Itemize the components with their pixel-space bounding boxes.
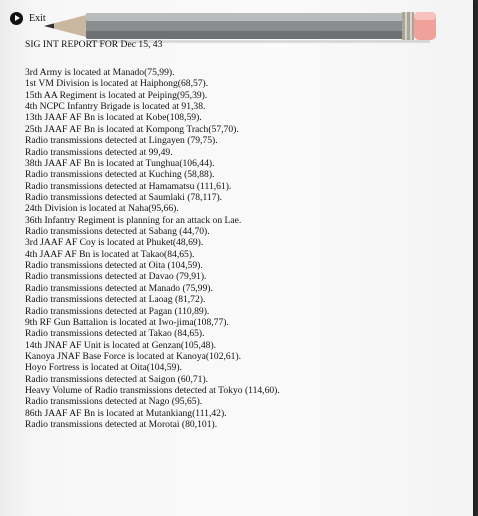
report-line: 86th JAAF AF Bn is located at Mutankiang(111,42). [25,407,227,419]
report-line: 9th RF Gun Battalion is located at Iwo-jima(108,77). [25,316,229,328]
report-line: Radio transmissions detected at Manado (75,99). [25,282,213,294]
exit-button[interactable] [10,10,46,26]
report-line: 25th JAAF AF Bn is located at Kompong Trach(57,70). [25,123,239,135]
report-line: Radio transmissions detected at Davao (79,91). [25,271,207,283]
report-line: 13th JAAF AF Bn is located at Kobe(108,59). [25,112,202,124]
report-line: 15th AA Regiment is located at Peiping(95,39). [25,89,208,101]
report-line: Radio transmissions detected at Laoag (81,72). [25,294,206,306]
exit-label: Exit [29,12,46,24]
report-line: Radio transmissions detected at Saumlaki (78,117). [25,191,223,203]
report-line: Heavy Volume of Radio transmissions detected at Tokyo (114,60). [25,385,280,397]
report-line: Radio transmissions detected at Morotai (80,101). [25,419,218,431]
report-title: SIG INT REPORT FOR Dec 15, 43 [25,39,163,50]
report-line: Radio transmissions detected at Takao (84,65). [25,328,205,340]
report-line: 3rd Army is located at Manado(75,99). [25,67,175,78]
report-line: Radio transmissions detected at Pagan (110,89). [25,305,210,317]
report-line: 24th Division is located at Naha(95,66). [25,203,179,215]
report-line: 36th Infantry Regiment is planning for an attack on Lae. [25,214,242,226]
report-line: Radio transmissions detected at Hamamatsu (111,61). [25,180,232,192]
report-line: Radio transmissions detected at 99,49. [25,146,173,158]
report-line: Hoyo Fortress is located at Oita(104,59). [25,362,182,374]
report-line: 4th NCPC Infantry Brigade is located at 91,38. [25,101,206,113]
report-line: 14th JNAF AF Unit is located at Genzan(105,48). [25,339,217,351]
report-line: Radio transmissions detected at Saigon (60,71). [25,373,209,385]
report-line: 3rd JAAF AF Coy is located at Phuket(48,69). [25,237,204,249]
report-list [25,67,280,431]
arrow-right-circle-icon [10,12,23,25]
report-line: Radio transmissions detected at Nago (95,65). [25,396,203,408]
report-line: 38th JAAF AF Bn is located at Tunghua(106,44). [25,157,215,169]
pencil-ferrule [402,12,414,40]
report-line: 4th JAAF AF Bn is located at Takao(84,65). [25,248,195,260]
report-line: Radio transmissions detected at Lingayen (79,75). [25,135,218,147]
report-line: Radio transmissions detected at Kuching (58,88). [25,169,215,181]
report-line: Kanoya JNAF Base Force is located at Kanoya(102,61). [25,350,242,362]
report-line: Radio transmissions detected at Sabang (44,70). [25,226,210,238]
report-line: 1st VM Division is located at Haiphong(68,57). [25,78,209,90]
report-line: Radio transmissions detected at Oita (104,59). [25,260,203,272]
